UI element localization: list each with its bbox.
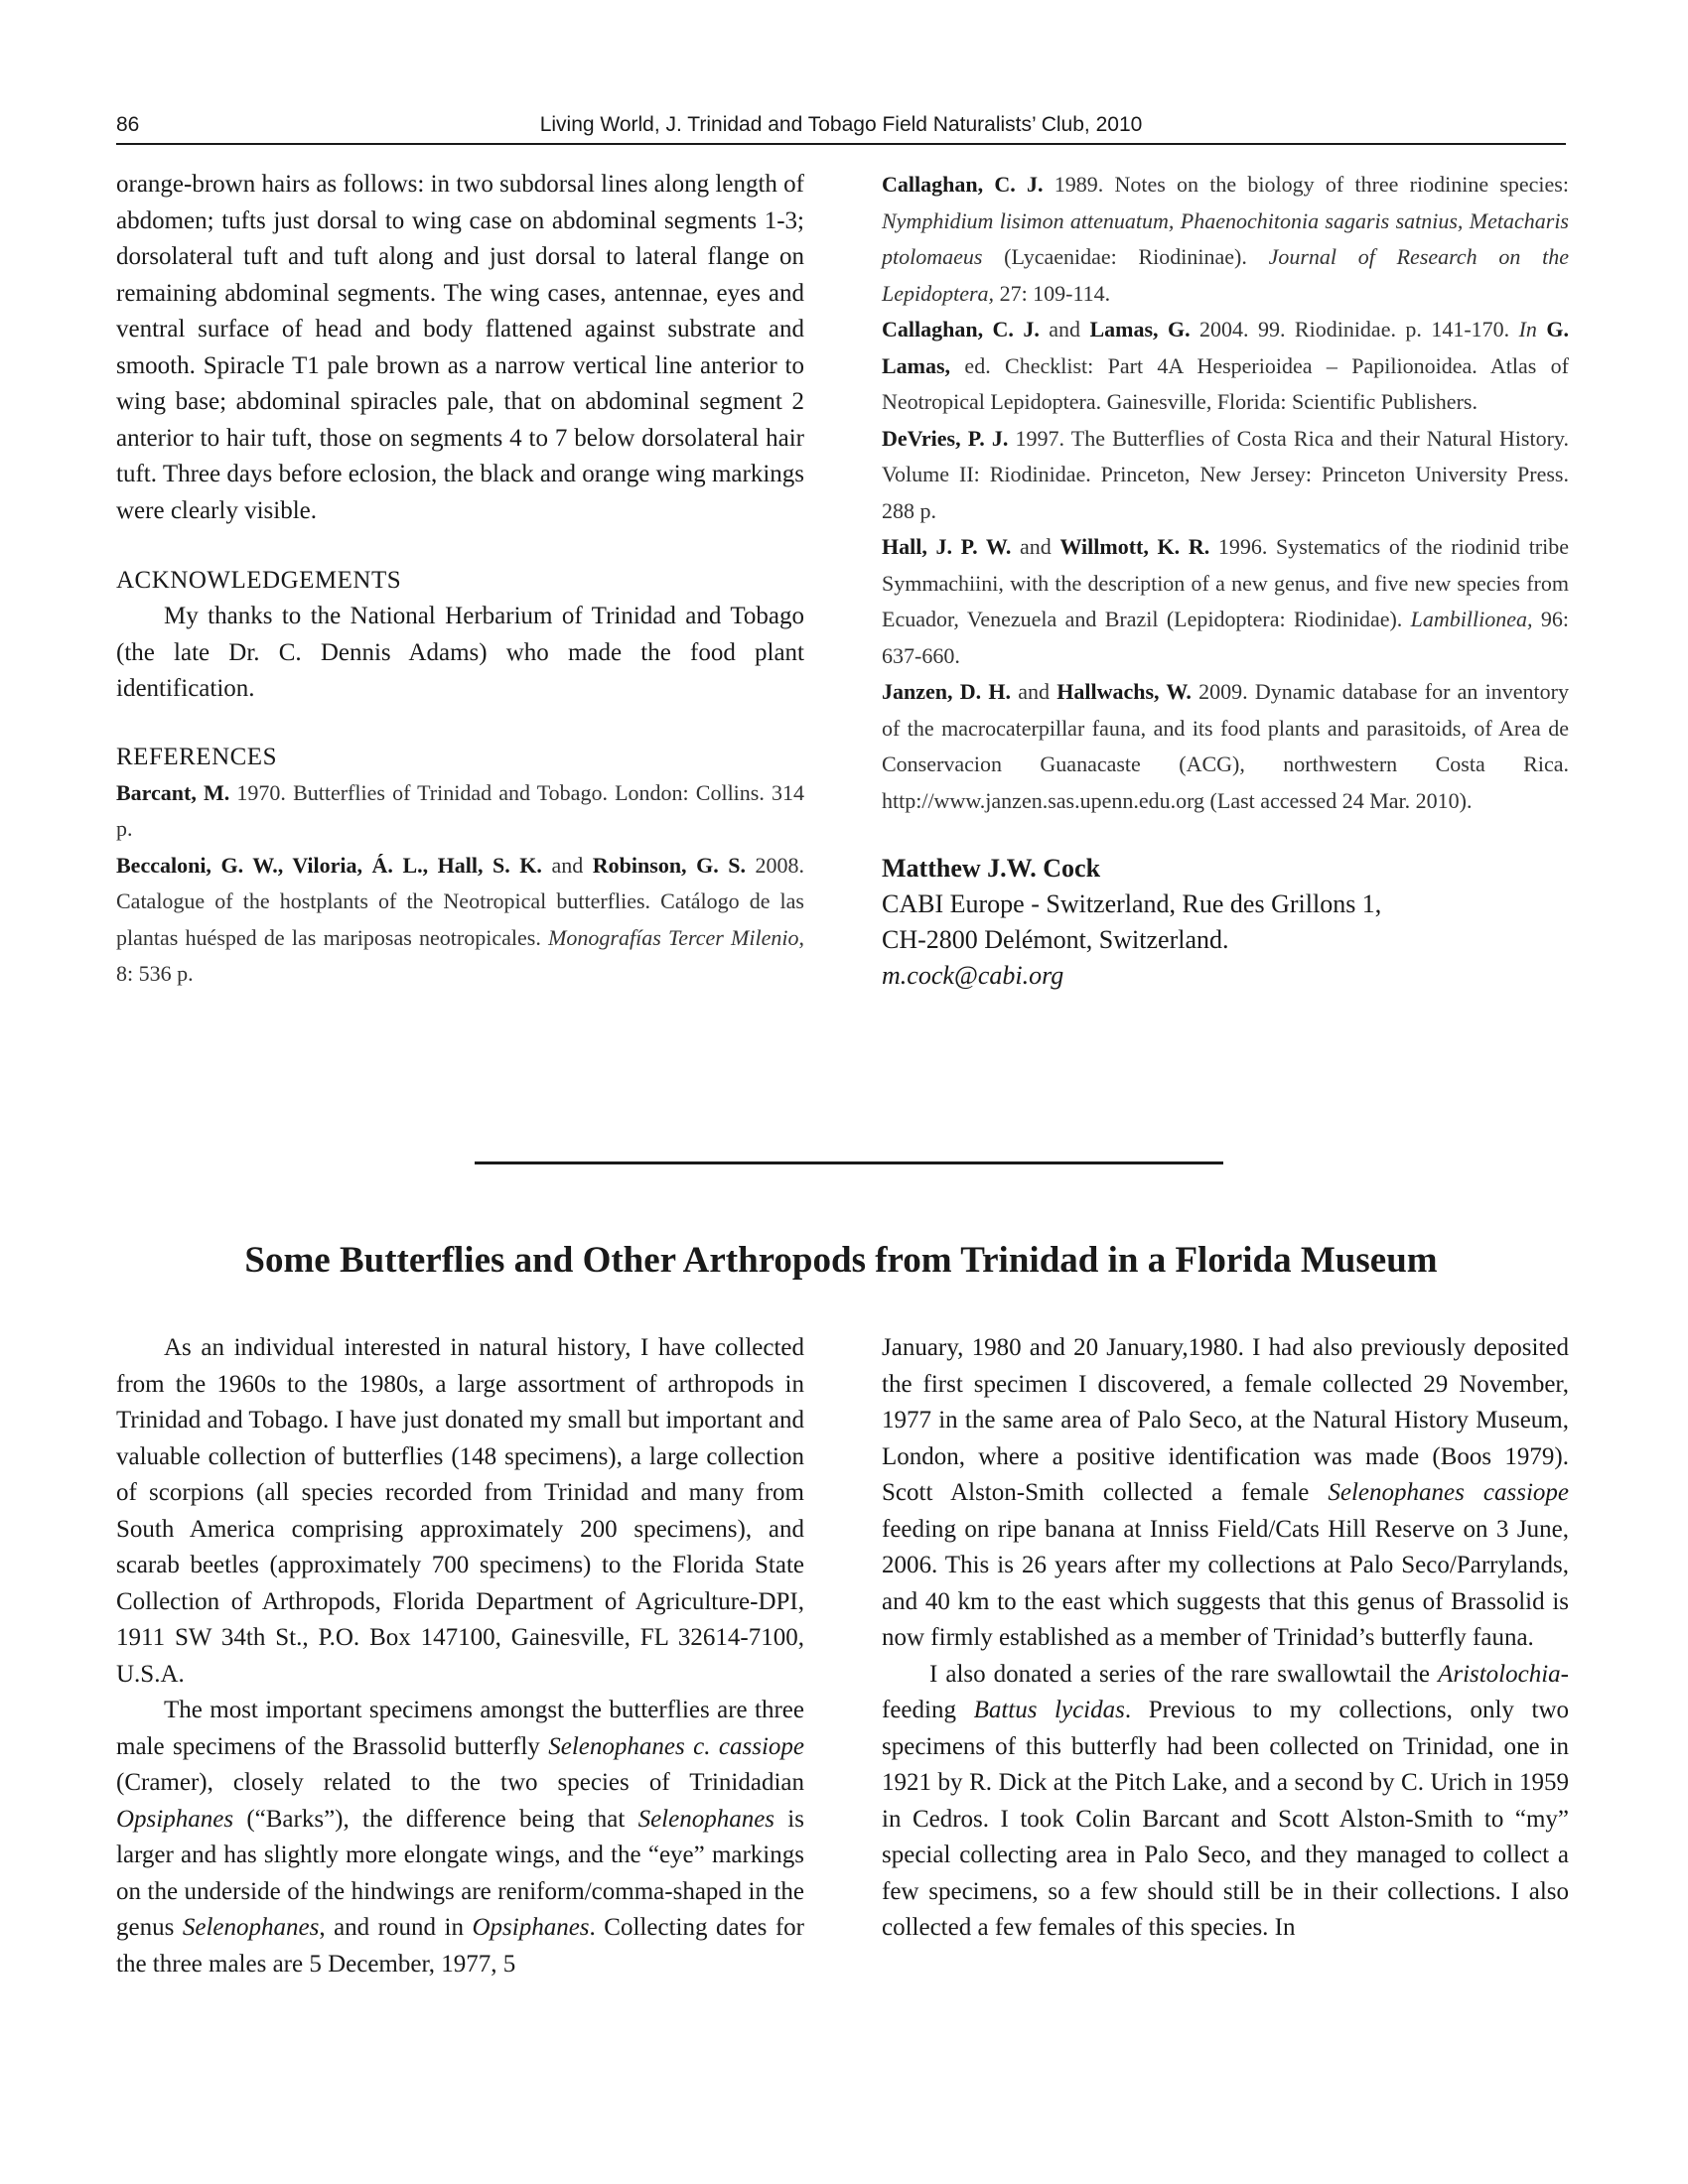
text-run: -feeding bbox=[882, 1660, 1569, 1723]
text-run: I also donated a series of the rare swallowtail the bbox=[929, 1660, 1439, 1688]
reference-tail: 96: 637-660. bbox=[882, 607, 1569, 668]
reference-species: Nymphidium lisimon attenuatum, Phaenochitonia sagaris satnius, Metacharis ptolomaeus bbox=[882, 207, 1569, 269]
reference-entry bbox=[882, 167, 1569, 312]
reference-entry bbox=[882, 529, 1569, 674]
reference-text: (Lycaenidae: Riodininae). bbox=[982, 244, 1269, 269]
reference-authors: Callaghan, C. J. bbox=[882, 317, 1040, 341]
reference-authors: Hallwachs, W. bbox=[1056, 679, 1192, 704]
journal-title: Living World, J. Trinidad and Tobago Field Naturalists’ Club, 2010 bbox=[539, 113, 1143, 136]
reference-entry bbox=[116, 775, 804, 848]
genus-name: Selenophanes bbox=[637, 1805, 775, 1833]
running-header bbox=[116, 111, 1566, 145]
genus-name: Aristolochia bbox=[1438, 1660, 1561, 1688]
references-heading: REFERENCES bbox=[116, 743, 277, 770]
reference-journal: Journal of Research on the Lepidoptera, bbox=[882, 244, 1569, 306]
reference-text: 1970. Butterflies of Trinidad and Tobago. London: Collins. 314 p. bbox=[116, 779, 804, 841]
text-run: feeding on ripe banana at Inniss Field/Cats Hill Reserve on 3 June, 2006. This is 26 years after my collections at Palo Seco/Parrylands, and 40 km to the east which suggests that this genus of Brassolid is now firmly established as a member of Trinidad’s butterfly fauna. bbox=[882, 1515, 1569, 1651]
reference-text: 1996. Systematics of the riodinid tribe Symmachiini, with the description of a new genus, and five new species from Ecuador, Venezuela and Brazil (Lepidoptera: Riodinidae). bbox=[882, 534, 1570, 631]
article-paragraph bbox=[882, 1330, 1569, 1657]
reference-and: and bbox=[1011, 534, 1060, 559]
species-name: Selenophanes c. cassiope bbox=[548, 1732, 805, 1760]
reference-text: 2008. Catalogue of the hostplants of the Neotropical butterflies. Catálogo de las plantas huésped de las mariposas neotropicales. bbox=[116, 852, 805, 950]
article-paragraph bbox=[116, 1693, 804, 1982]
text-run: (Cramer), closely related to the two species of Trinidadian bbox=[116, 1769, 804, 1796]
species-name: Selenophanes cassiope bbox=[1328, 1479, 1570, 1506]
reference-tail: , 8: 536 p. bbox=[116, 924, 804, 986]
reference-entry bbox=[116, 848, 804, 993]
reference-entry bbox=[882, 674, 1569, 819]
reference-authors: Callaghan, C. J. bbox=[882, 172, 1044, 197]
species-name: Battus lycidas bbox=[973, 1697, 1125, 1723]
article-paragraph: As an individual interested in natural history, I have collected from the 1960s to the 1980s, a large assortment of arthropods in Trinidad and Tobago. I have just donated my small but important and valuable collection of butterflies (148 specimens), a large collection of scorpions (all species recorded from Trinidad and many from South America comprising approximately 200 specimens), and scarab beetles (approximately 700 specimens) to the Florida State Collection of Arthropods, Florida Department of Agriculture-DPI, 1911 SW 34th St., P.O. Box 147100, Gainesville, FL 32614-7100, U.S.A. bbox=[116, 1334, 804, 1688]
author-address: CH-2800 Delémont, Switzerland. bbox=[882, 925, 1229, 954]
reference-text: 2009. Dynamic database for an inventory of the macrocaterpillar fauna, and its food plants and parasitoids, of Area de Conservacion Guanacaste (ACG), northwestern Costa Rica. http://www.janzen.sas.upenn.edu.org (Last accessed 24 Mar. 2010). bbox=[882, 679, 1569, 813]
reference-text: ed. Checklist: Part 4A Hesperioidea – Papilionoidea. Atlas of Neotropical Lepidoptera. Gainesville, Florida: Scientific Publishers. bbox=[882, 352, 1569, 414]
reference-in: In bbox=[1518, 317, 1537, 341]
text-run: (“Barks”), the difference being that bbox=[233, 1805, 638, 1833]
genus-name: Opsiphanes bbox=[472, 1914, 590, 1941]
reference-text: 1989. Notes on the biology of three riodinine species: bbox=[1043, 172, 1569, 197]
reference-text: 2004. 99. Riodinidae. p. 141-170. bbox=[1190, 317, 1519, 341]
reference-authors: Beccaloni, G. W., Viloria, Á. L., Hall, S. K. bbox=[116, 852, 542, 878]
reference-authors: Hall, J. P. W. bbox=[882, 534, 1012, 559]
top-right-column bbox=[882, 167, 1569, 994]
page-number: 86 bbox=[116, 113, 140, 136]
reference-authors: Robinson, G. S. bbox=[592, 852, 746, 878]
article-title: Some Butterflies and Other Arthropods from Trinidad in a Florida Museum bbox=[244, 1240, 1438, 1281]
text-run: January, 1980 and 20 January,1980. I had also previously deposited the first specimen I discovered, a female collected 29 November, 1977 in the same area of Palo Seco, at the Natural History Museum, London, where a positive identification was made (Boos 1979). Scott Alston-Smith collected a female bbox=[882, 1334, 1569, 1506]
reference-and: and bbox=[1011, 679, 1057, 704]
article-divider bbox=[475, 1161, 1223, 1164]
genus-name: Opsiphanes bbox=[116, 1805, 234, 1833]
top-left-column bbox=[116, 167, 804, 993]
text-run: is larger and has slightly more elongate wings, and the “eye” markings on the underside of the hindwings are reniform/comma-shaped in the genus bbox=[116, 1805, 804, 1941]
author-affiliation: CABI Europe - Switzerland, Rue des Grillons 1, bbox=[882, 889, 1382, 918]
reference-text: 1997. The Butterflies of Costa Rica and their Natural History. Volume II: Riodinidae. Princeton, New Jersey: Princeton University Press. 288 p. bbox=[882, 425, 1570, 523]
article-paragraph bbox=[882, 1657, 1569, 1947]
text-run: , and round in bbox=[319, 1914, 473, 1941]
genus-name: Selenophanes bbox=[182, 1914, 320, 1941]
continued-paragraph: orange-brown hairs as follows: in two subdorsal lines along length of abdomen; tufts just dorsal to wing case on abdominal segments 1-3; dorsolateral tuft and tuft along and just dorsal to lateral flange on remaining abdominal segments. The wing cases, antennae, eyes and ventral surface of head and body flattened against substrate and smooth. Spiracle T1 pale brown as a narrow vertical line anterior to wing base; abdominal spiracles pale, that on abdominal segment 2 anterior to hair tuft, those on segments 4 to 7 below dorsolateral hair tuft. Three days before eclosion, the black and orange wing markings were clearly visible. bbox=[116, 171, 804, 524]
reference-journal: Lambillionea, bbox=[1410, 607, 1533, 631]
reference-entry bbox=[882, 421, 1569, 530]
reference-journal: Monografías Tercer Milenio bbox=[548, 924, 799, 950]
acknowledgements-heading: ACKNOWLEDGEMENTS bbox=[116, 567, 402, 594]
text-run: The most important specimens amongst the butterflies are three male specimens of the Brassolid butterfly bbox=[116, 1697, 804, 1760]
reference-tail: 27: 109-114. bbox=[994, 280, 1111, 306]
reference-authors: Janzen, D. H. bbox=[882, 679, 1011, 704]
article-left-column bbox=[116, 1330, 804, 1982]
author-email: m.cock@cabi.org bbox=[882, 961, 1064, 990]
reference-and: and bbox=[541, 852, 593, 878]
text-run: . Previous to my collections, only two specimens of this butterfly had been collected on Trinidad, one in 1921 by R. Dick at the Pitch Lake, and a second by C. Urich in 1959 in Cedros. I took Colin Barcant and Scott Alston-Smith to “my” special collecting area in Palo Seco, and they managed to collect a few specimens, so a few should still be in their collections. I also collected a few females of this species. In bbox=[882, 1697, 1570, 1941]
article-right-column bbox=[882, 1330, 1569, 1947]
reference-authors: Willmott, K. R. bbox=[1059, 534, 1210, 559]
reference-entry bbox=[882, 312, 1569, 421]
reference-authors: DeVries, P. J. bbox=[882, 425, 1009, 451]
text-run: . Collecting dates for the three males are 5 December, 1977, 5 bbox=[116, 1914, 804, 1978]
author-name: Matthew J.W. Cock bbox=[882, 854, 1101, 883]
reference-and: and bbox=[1039, 317, 1090, 341]
reference-authors: Barcant, M. bbox=[116, 779, 230, 805]
reference-editor: G. Lamas, bbox=[882, 317, 1569, 378]
reference-authors: Lamas, G. bbox=[1089, 317, 1191, 341]
author-block bbox=[882, 851, 1569, 994]
acknowledgements-text: My thanks to the National Herbarium of Trinidad and Tobago (the late Dr. C. Dennis Adams) who made the food plant identification. bbox=[116, 603, 804, 702]
